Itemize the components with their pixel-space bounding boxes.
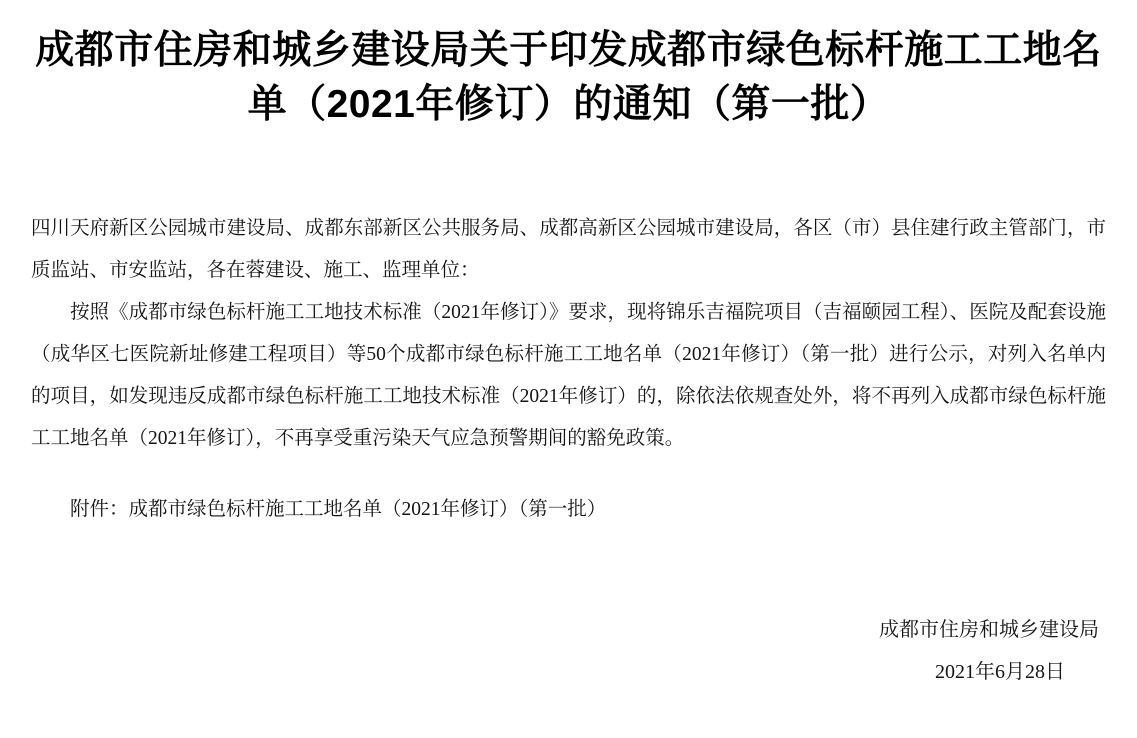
attachment-reference-line: 附件：成都市绿色标杆施工工地名单（2021年修订）（第一批） xyxy=(70,499,607,520)
notice-document-page xyxy=(0,24,1137,738)
issuing-authority-signature: 成都市住房和城乡建设局 xyxy=(879,619,1099,641)
main-body-paragraph: 按照《成都市绿色标杆施工工地技术标准（2021年修订）》要求，现将锦乐吉福院项目（吉福颐园工程）、医院及配套设施（成华区七医院新址修建工程项目）等50个成都市绿色标杆施工工地名单（2021年修订）（第一批）进行公示，对列入名单内的项目，如发现违反成都市绿色标杆施工工地技术标准（2021年修订）的，除依法依规查处外，将不再列入成都市绿色标杆施工工地名单（2021年修订），不再享受重污染天气应急预警期间的豁免政策。 xyxy=(31,302,1106,449)
document-title-line1: 成都市住房和城乡建设局关于印发成都市绿色标杆施工工地名 xyxy=(35,29,1102,72)
document-title xyxy=(18,24,1119,132)
signature-block xyxy=(0,609,1137,693)
issue-date: 2021年6月28日 xyxy=(935,661,1065,683)
document-body xyxy=(31,208,1106,531)
document-title-line2: 单（2021年修订）的通知（第一批） xyxy=(247,83,890,126)
salutation-paragraph: 四川天府新区公园城市建设局、成都东部新区公共服务局、成都高新区公园城市建设局，各区（市）县住建行政主管部门，市质监站、市安监站，各在蓉建设、施工、监理单位： xyxy=(31,218,1106,281)
